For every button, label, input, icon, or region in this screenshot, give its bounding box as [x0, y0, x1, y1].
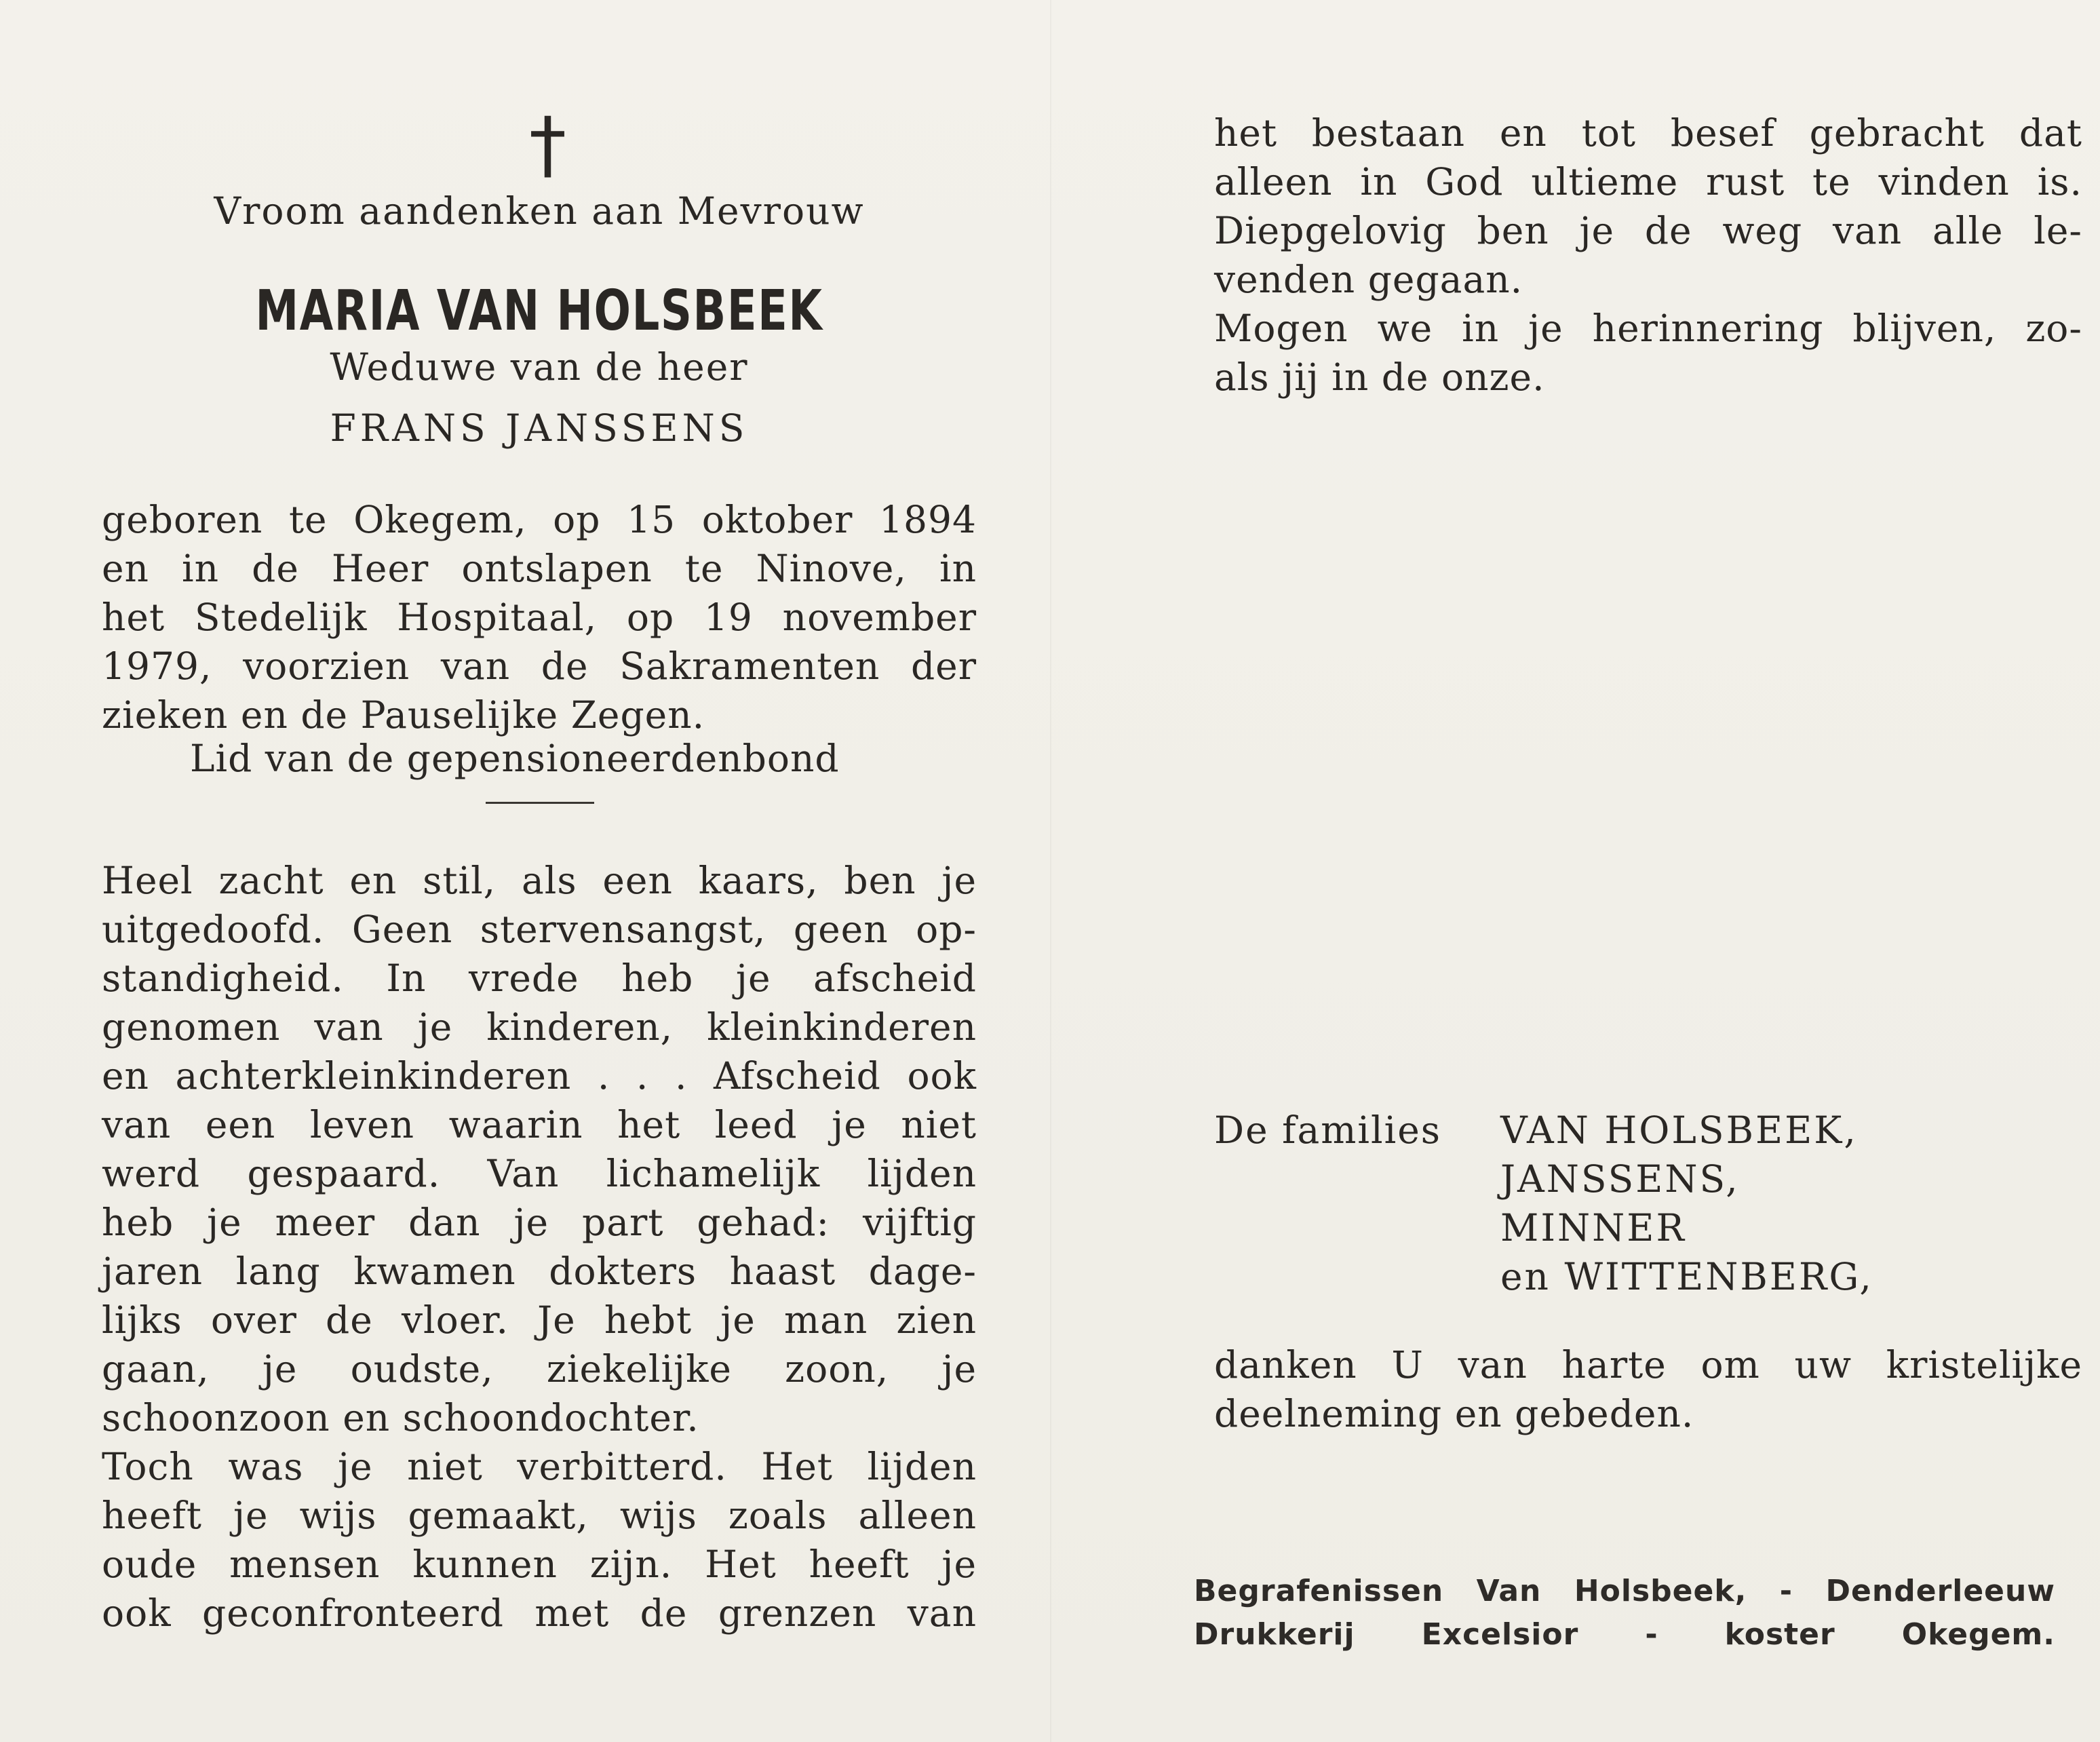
poem-line: jaren lang kwamen dokters haast dage- [102, 1250, 977, 1293]
family-name: VAN HOLSBEEK, [1500, 1108, 1858, 1152]
poem-line: Diepgelovig ben je de weg van alle le- [1214, 209, 2082, 252]
poem-line: en achterkleinkinderen . . . Afscheid ook [102, 1054, 977, 1098]
intro-line: Vroom aandenken aan Mevrouw [214, 189, 865, 233]
poem-line: als jij in de onze. [1214, 355, 1545, 399]
bio-line: en in de Heer ontslapen te Ninove, in [102, 547, 977, 590]
family-name: JANSSENS, [1500, 1157, 1740, 1201]
footer-line: Drukkerij Excelsior - koster Okegem. [1194, 1617, 2055, 1652]
biography [102, 495, 977, 739]
poem-line: Mogen we in je herinnering blijven, zo- [1214, 307, 2082, 350]
poem-line: van een leven waarin het leed je niet [102, 1103, 977, 1146]
bio-line: het Stedelijk Hospitaal, op 19 november [102, 596, 977, 639]
thanks-line: danken U van harte om uw kristelijke [1214, 1343, 2082, 1387]
husband-name: FRANS JANSSENS [330, 406, 749, 450]
poem-line: lijks over de vloer. Je hebt je man zien [102, 1298, 977, 1342]
footer-line: Begrafenissen Van Holsbeek, - Denderleeuw [1194, 1574, 2055, 1608]
poem-line: venden gegaan. [1214, 258, 1523, 301]
poem-line: alleen in God ultieme rust te vinden is. [1214, 160, 2082, 204]
divider [486, 802, 594, 804]
families-label: De families [1214, 1108, 1441, 1152]
poem-line: heeft je wijs gemaakt, wijs zoals alleen [102, 1494, 977, 1537]
poem-line: genomen van je kinderen, kleinkinderen [102, 1005, 977, 1049]
poem-line: ook geconfronteerd met de grenzen van [102, 1591, 977, 1635]
thanks-line: deelneming en gebeden. [1214, 1392, 1694, 1435]
cross-icon: † [529, 101, 566, 188]
poem-line: het bestaan en tot besef gebracht dat [1214, 111, 2082, 155]
poem-line: Toch was je niet verbitterd. Het lijden [102, 1445, 977, 1488]
poem-line: uitgedoofd. Geen stervensangst, geen op- [102, 908, 977, 951]
family-names [1500, 1106, 1873, 1301]
widow-line: Weduwe van de heer [330, 345, 749, 389]
poem-line: standigheid. In vrede heb je afscheid [102, 956, 977, 1000]
bio-line: geboren te Okegem, op 15 oktober 1894 [102, 498, 977, 541]
card-fold [1050, 0, 1051, 1742]
poem-continued [1214, 109, 2082, 402]
poem-line: schoonzoon en schoondochter. [102, 1396, 699, 1439]
bio-line: zieken en de Pauselijke Zegen. [102, 693, 705, 737]
poem [102, 856, 977, 1638]
poem-line: heb je meer dan je part gehad: vijftig [102, 1201, 977, 1244]
family-name: MINNER [1500, 1206, 1686, 1250]
poem-line: oude mensen kunnen zijn. Het heeft je [102, 1543, 977, 1586]
bio-line: 1979, voorzien van de Sakramenten der [102, 644, 977, 688]
family-name: en WITTENBERG, [1500, 1255, 1873, 1298]
membership-line: Lid van de gepensioneerdenbond [190, 737, 840, 780]
printer-footer [1194, 1570, 2055, 1657]
deceased-name: MARIA VAN HOLSBEEK [255, 279, 823, 343]
thanks [1214, 1340, 2082, 1438]
poem-line: gaan, je oudste, ziekelijke zoon, je [102, 1347, 977, 1391]
poem-line: Heel zacht en stil, als een kaars, ben je [102, 859, 977, 902]
poem-line: werd gespaard. Van lichamelijk lijden [102, 1152, 977, 1195]
